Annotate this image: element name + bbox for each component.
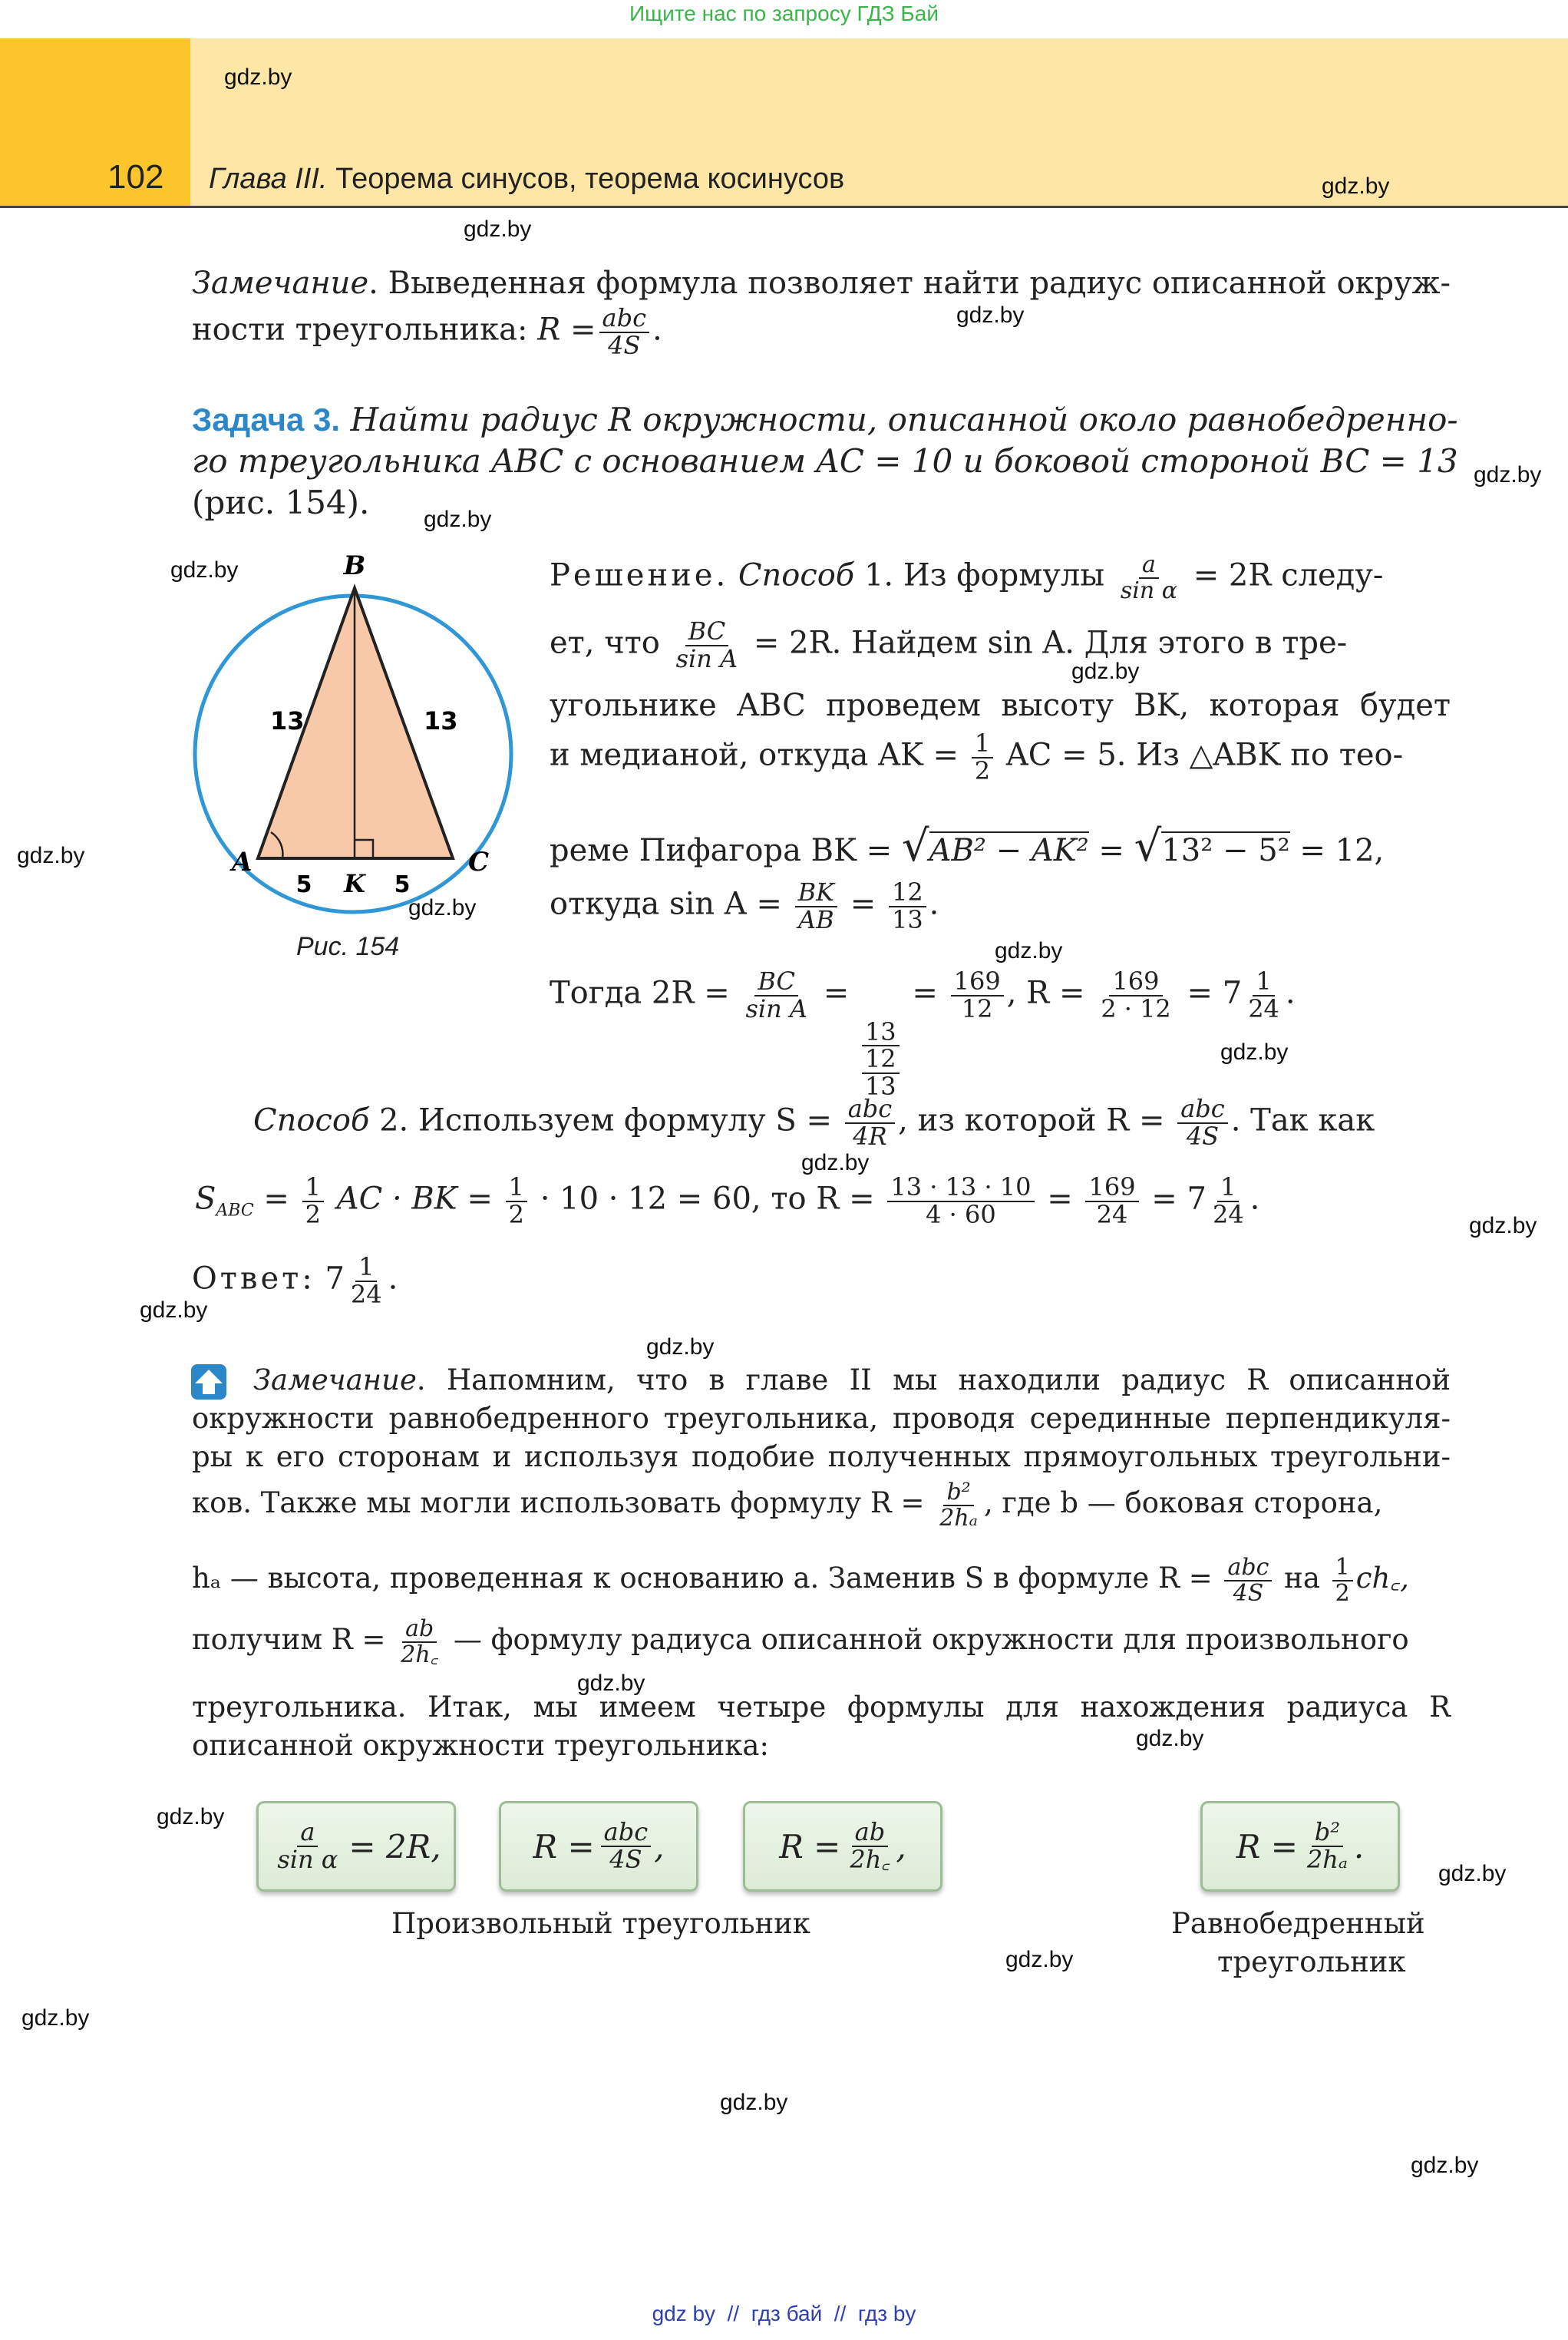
fraction: $\frac{\text{b²}}{\text{2hₐ}}$ (1306, 1817, 1348, 1874)
watermark[interactable]: gdz.by (1474, 462, 1542, 488)
watermark[interactable]: gdz.by (956, 302, 1025, 328)
fraction: $\frac{1}{2}$ (302, 1175, 324, 1228)
sqrt-sign: √ (1134, 821, 1162, 871)
remark2-line8: описанной окружности треугольника: (192, 1729, 769, 1762)
complex-fraction: 13 12 13 (862, 1020, 900, 1100)
home-arrow-icon (190, 1363, 227, 1400)
caption-isosceles-line2: треугольник (1217, 1945, 1406, 1978)
fraction: $\frac{ab}{2h꜀}$ (850, 1817, 890, 1874)
fraction: $\frac{\text{abc}}{4S}$ (1224, 1555, 1272, 1605)
fraction: $\frac{1}{24}$ (350, 1252, 382, 1309)
fraction: $\frac{BK}{AB}$ (795, 880, 837, 933)
chapter-prefix: Глава III. (209, 163, 328, 195)
label-a: A (232, 847, 253, 878)
fraction: $\frac{a}{\text{sin α}}$ (1120, 551, 1177, 604)
fraction: $\frac{1}{24}$ (1248, 967, 1279, 1023)
watermark[interactable]: gdz.by (646, 1334, 715, 1360)
fraction: $\frac{\text{abc}}{4R}$ (845, 1096, 895, 1149)
solution-line5: реме Пифагора BK = √AB² − AK² = √13² − 5² = 12, (550, 821, 1385, 871)
solution-line2: ет, что $\frac{BC}{\text{sin A}}$ = 2R. Найдем sin A. Для этого в тре- (550, 616, 1348, 673)
label-c: C (468, 847, 490, 878)
remark2-label: Замечание (253, 1363, 417, 1396)
answer-label: Ответ: (192, 1261, 315, 1297)
method2-line2: $S_{ABC}$ = $\frac{1}{2}$ AC · BK = $\frac{1}{2}$ · 10 · 12 = 60, то R = $\frac{13 \cdot 13 \cdot 10}{4 \cdot 60}$ = $\frac{169}{24}$ = 7 $\frac{1}{24}$ . (195, 1172, 1260, 1229)
fraction: $\frac{\text{abc}}{4S}$ (599, 306, 649, 359)
label-side-ab: 13 (270, 706, 305, 735)
footer-links[interactable]: gdz by // гдз бай // гдз by (652, 2302, 916, 2325)
watermark[interactable]: gdz.by (577, 1671, 645, 1696)
watermark[interactable]: gdz.by (408, 895, 477, 920)
solution-line1: Решение. Способ 1. Из формулы $\frac{a}{\text{sin α}}$ = 2R следу- (550, 551, 1384, 604)
fraction: $\frac{\text{b²}}{\text{2hₐ}}$ (939, 1479, 978, 1532)
fraction: $\frac{12}{13}$ (889, 880, 926, 933)
fraction: $\frac{\text{abc}}{4S}$ (1177, 1096, 1227, 1149)
fraction: $\frac{169}{24}$ (1085, 1175, 1138, 1228)
remark2-line2: окружности равнобедренного треугольника, проводя серединные перпендикуля- (192, 1402, 1451, 1435)
remark2-line1: Замечание. Напомним, что в главе II мы находили радиус R описанной (253, 1363, 1451, 1396)
watermark[interactable]: gdz.by (1136, 1726, 1204, 1751)
fraction: $\frac{1}{2}$ (506, 1175, 527, 1228)
fraction: $\frac{a}{\text{sin α}}$ (277, 1817, 338, 1874)
task-line2: го треугольника ABC с основанием AC = 10 и боковой стороной BC = 13 (192, 442, 1458, 480)
fraction: $\frac{ab}{2h꜀}$ (401, 1615, 439, 1668)
watermark[interactable]: gdz.by (1438, 1861, 1507, 1886)
figure-caption: Рис. 154 (296, 932, 400, 961)
remark1-line2: ности треугольника: R = $\frac{\text{abc}}{4S}$ . (192, 303, 662, 360)
formula-box-height-c: R = $\frac{ab}{2h꜀}$ , (743, 1801, 942, 1892)
watermark[interactable]: gdz.by (140, 1297, 208, 1323)
remark1-line1: Замечание. Выведенная формула позволяет найти радиус описанной окруж- (192, 266, 1451, 301)
watermark[interactable]: gdz.by (1071, 659, 1140, 684)
solution-line4: и медианой, откуда AK = $\frac{1}{2}$ AC = 5. Из △ABK по тео- (550, 729, 1404, 785)
watermark[interactable]: gdz.by (1220, 1039, 1289, 1065)
watermark[interactable]: gdz.by (801, 1150, 870, 1175)
fraction: $\frac{1}{24}$ (1212, 1172, 1244, 1229)
remark2-line4: ков. Также мы могли использовать формулу R = $\frac{\text{b²}}{\text{2hₐ}}$ , где b — боковая сторона, (192, 1479, 1383, 1532)
watermark[interactable]: gdz.by (224, 64, 292, 90)
watermark[interactable]: gdz.by (1005, 1947, 1074, 1972)
label-b: B (343, 550, 366, 581)
remark2-line5: hₐ — высота, проведенная к основанию a. Заменив S в формуле R = $\frac{\text{abc}}{4S}$ на $\frac{1}{2}$ ch꜀, (192, 1554, 1409, 1607)
remark2-line6: получим R = $\frac{ab}{2h꜀}$ — формулу радиуса описанной окружности для произвольного (192, 1615, 1409, 1668)
label-k: K (344, 869, 365, 898)
top-banner[interactable]: Ищите нас по запросу ГДЗ Бай (629, 2, 939, 25)
chapter-heading (209, 163, 844, 196)
solution-line6: откуда sin A = $\frac{BK}{AB}$ = $\frac{12}{13}$ . (550, 878, 939, 934)
fraction: $\frac{169}{12}$ (951, 969, 1004, 1022)
remark2-line7: треугольника. Итак, мы имеем четыре формулы для нахождения радиуса R (192, 1691, 1451, 1724)
formula-box-sine: $\frac{a}{\text{sin α}}$ = 2R, (256, 1801, 456, 1892)
watermark[interactable]: gdz.by (170, 557, 239, 583)
watermark[interactable]: gdz.by (21, 2005, 90, 2031)
fraction: $\frac{\text{abc}}{4S}$ (601, 1819, 651, 1872)
watermark[interactable]: gdz.by (424, 507, 492, 532)
label-side-bc: 13 (424, 706, 458, 735)
solution-line7: Тогда 2R = $\frac{BC}{\text{sin A}}$ = 13 12 13 = $\frac{169}{12}$ , R = $\frac{169}{2 \cdot 12}$ = 7 $\frac{1}{24}$ . (550, 967, 1296, 1101)
watermark[interactable]: gdz.by (720, 2090, 788, 2115)
page-number: 102 (107, 158, 164, 196)
task-line3: (рис. 154). (192, 484, 370, 521)
radicand-2: 13² − 5² (1161, 833, 1290, 868)
figure-154 (184, 537, 537, 937)
watermark[interactable]: gdz.by (157, 1804, 225, 1829)
fraction: $\frac{13 \cdot 13 \cdot 10}{4 \cdot 60}$ (887, 1175, 1034, 1228)
chapter-title: Теорема синусов, теорема косинусов (335, 163, 845, 195)
caption-arbitrary-triangle: Произвольный треугольник (391, 1907, 810, 1940)
task-label: Задача 3. (192, 402, 341, 438)
watermark[interactable]: gdz.by (995, 938, 1063, 963)
answer-line: Ответ: 7 $\frac{1}{24}$ . (192, 1252, 398, 1309)
formula-box-isosceles: R = $\frac{\text{b²}}{\text{2hₐ}}$ . (1200, 1801, 1400, 1892)
fraction: $\frac{BC}{\text{sin A}}$ (745, 967, 807, 1023)
radicand-1: AB² − AK² (929, 833, 1089, 868)
watermark[interactable]: gdz.by (17, 843, 85, 868)
formula-box-area: R = $\frac{\text{abc}}{4S}$ , (499, 1801, 698, 1892)
header-rule (0, 206, 1568, 208)
remark2-line3: ры к его сторонам и используя подобие полученных прямоугольных треугольни- (192, 1440, 1451, 1473)
watermark[interactable]: gdz.by (1411, 2153, 1479, 2178)
watermark[interactable]: gdz.by (464, 216, 532, 242)
remark1-label: Замечание (192, 266, 369, 301)
fraction: $\frac{169}{2 \cdot 12}$ (1101, 967, 1171, 1023)
solution-line3: угольнике ABC проведем высоту BK, которая будет (550, 688, 1451, 723)
label-ak: 5 (295, 871, 312, 898)
fraction: $\frac{BC}{\text{sin A}}$ (675, 616, 738, 673)
task-line1: Задача 3. Найти радиус R окружности, описанной около равнобедренно- (192, 401, 1458, 438)
caption-isosceles-line1: Равнобедренный (1171, 1907, 1425, 1940)
watermark[interactable]: gdz.by (1322, 174, 1390, 199)
label-kc: 5 (394, 871, 411, 898)
fraction: $\frac{1}{2}$ (1332, 1555, 1353, 1605)
sqrt-sign: √ (901, 821, 929, 871)
method2-line1: Способ 2. Используем формулу S = $\frac{\text{abc}}{4R}$ , из которой R = $\frac{\text{abc}}{4S}$ . Так как (253, 1094, 1375, 1151)
fraction: $\frac{1}{2}$ (972, 731, 993, 784)
watermark[interactable]: gdz.by (1469, 1213, 1537, 1238)
